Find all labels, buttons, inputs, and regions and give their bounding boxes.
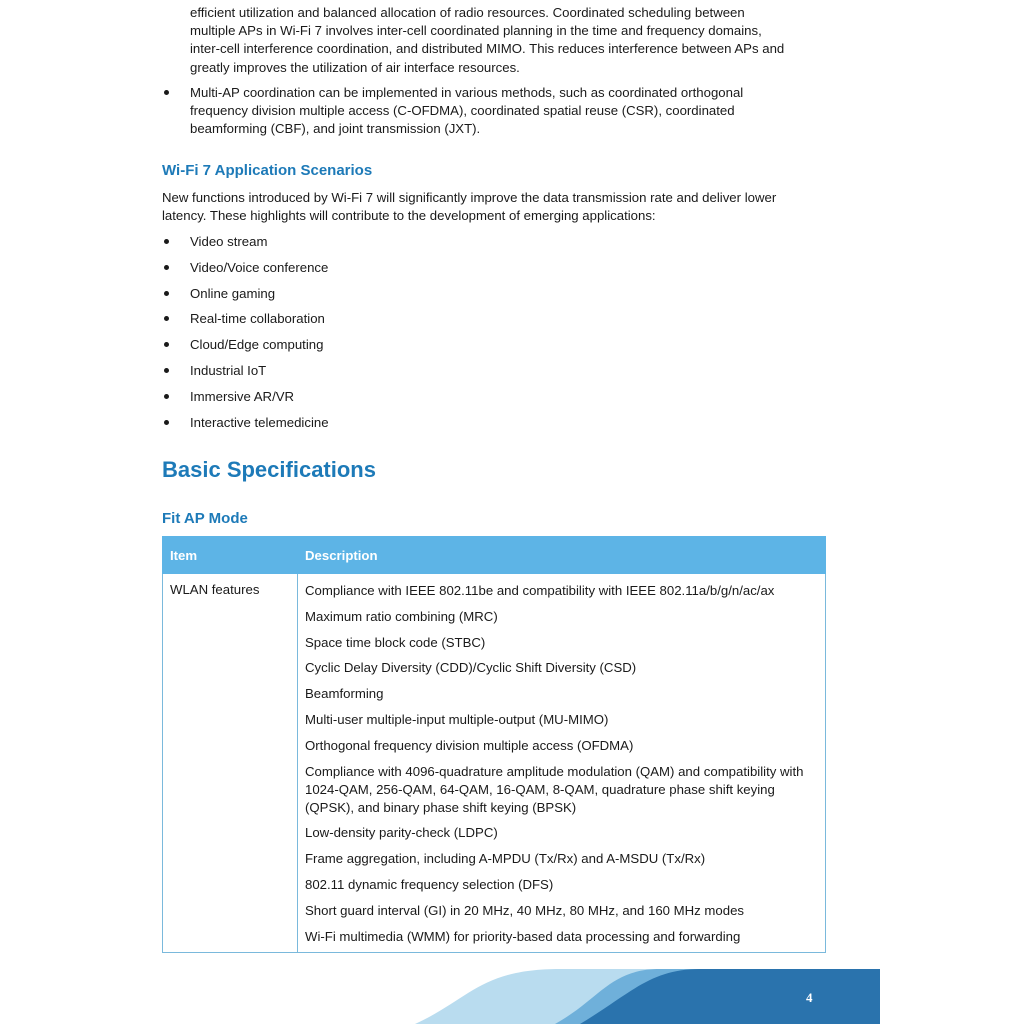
description-line: Short guard interval (GI) in 20 MHz, 40 MHz, 80 MHz, and 160 MHz modes <box>305 902 745 918</box>
table-row <box>163 574 826 953</box>
text-line: inter-cell interference coordination, and distributed MIMO. This reduces interference between APs and <box>190 41 785 57</box>
subheading-fit-ap-mode: Fit AP Mode <box>162 510 248 527</box>
description-line: Multi-user multiple-input multiple-output (MU-MIMO) <box>305 711 609 727</box>
list-item: Cloud/Edge computing <box>162 336 826 362</box>
description-line: Compliance with 4096-quadrature amplitude modulation (QAM) and compatibility with 1024-QAM, 256-QAM, 64-QAM, 16-QAM, 8-QAM, quadrature phase shift keying (QPSK), and binary phase shift keying (BPSK) <box>305 763 804 815</box>
description-line: Orthogonal frequency division multiple access (OFDMA) <box>305 737 634 753</box>
description-line: Low-density parity-check (LDPC) <box>305 825 498 841</box>
bullet-multi-ap: Multi-AP coordination can be implemented in various methods, such as coordinated orthogonal frequency division multiple access (C-OFDMA), coordinated spatial reuse (CSR), coordinated beamforming (CBF), and joint transmission (JXT). <box>162 84 802 139</box>
description-line: Compliance with IEEE 802.11be and compatibility with IEEE 802.11a/b/g/n/ac/ax <box>305 583 775 598</box>
list-item: Real-time collaboration <box>162 310 826 336</box>
footer-wave-decoration <box>0 969 1024 1024</box>
cell-description <box>298 574 826 953</box>
description-line: Maximum ratio combining (MRC) <box>305 608 498 624</box>
section-heading-scenarios: Wi-Fi 7 Application Scenarios <box>162 162 373 179</box>
list-item: Video stream <box>162 233 826 259</box>
text-line: multiple APs in Wi-Fi 7 involves inter-cell coordinated planning in the time and frequency domains, <box>190 23 762 39</box>
description-line: Frame aggregation, including A-MPDU (Tx/Rx) and A-MSDU (Tx/Rx) <box>305 851 706 867</box>
text-line: efficient utilization and balanced allocation of radio resources. Coordinated scheduling between <box>190 5 745 20</box>
column-header-description: Description <box>298 537 826 574</box>
scenario-list <box>162 233 826 439</box>
description-line: Beamforming <box>305 686 384 702</box>
section-heading-basic-specs: Basic Specifications <box>162 457 376 482</box>
table-header-row <box>163 537 826 574</box>
list-item: Video/Voice conference <box>162 259 826 285</box>
column-header-item: Item <box>163 537 298 574</box>
list-item: Online gaming <box>162 285 826 311</box>
list-item: Interactive telemedicine <box>162 414 826 440</box>
spec-table <box>162 536 826 953</box>
cell-item: WLAN features <box>163 574 298 953</box>
description-line: Wi-Fi multimedia (WMM) for priority-based data processing and forwarding <box>305 928 741 944</box>
list-item: Immersive AR/VR <box>162 388 826 414</box>
scenarios-intro: New functions introduced by Wi-Fi 7 will significantly improve the data transmission rate and deliver lower latency. These highlights will contribute to the development of emerging applications: <box>162 190 777 224</box>
continuation-paragraph <box>190 4 830 77</box>
description-line: Space time block code (STBC) <box>305 634 486 650</box>
description-line: Cyclic Delay Diversity (CDD)/Cyclic Shift Diversity (CSD) <box>305 660 637 676</box>
text-line: greatly improves the utilization of air interface resources. <box>190 59 520 75</box>
page-number: 4 <box>806 990 813 1005</box>
list-item: Industrial IoT <box>162 362 826 388</box>
description-line: 802.11 dynamic frequency selection (DFS) <box>305 876 554 892</box>
